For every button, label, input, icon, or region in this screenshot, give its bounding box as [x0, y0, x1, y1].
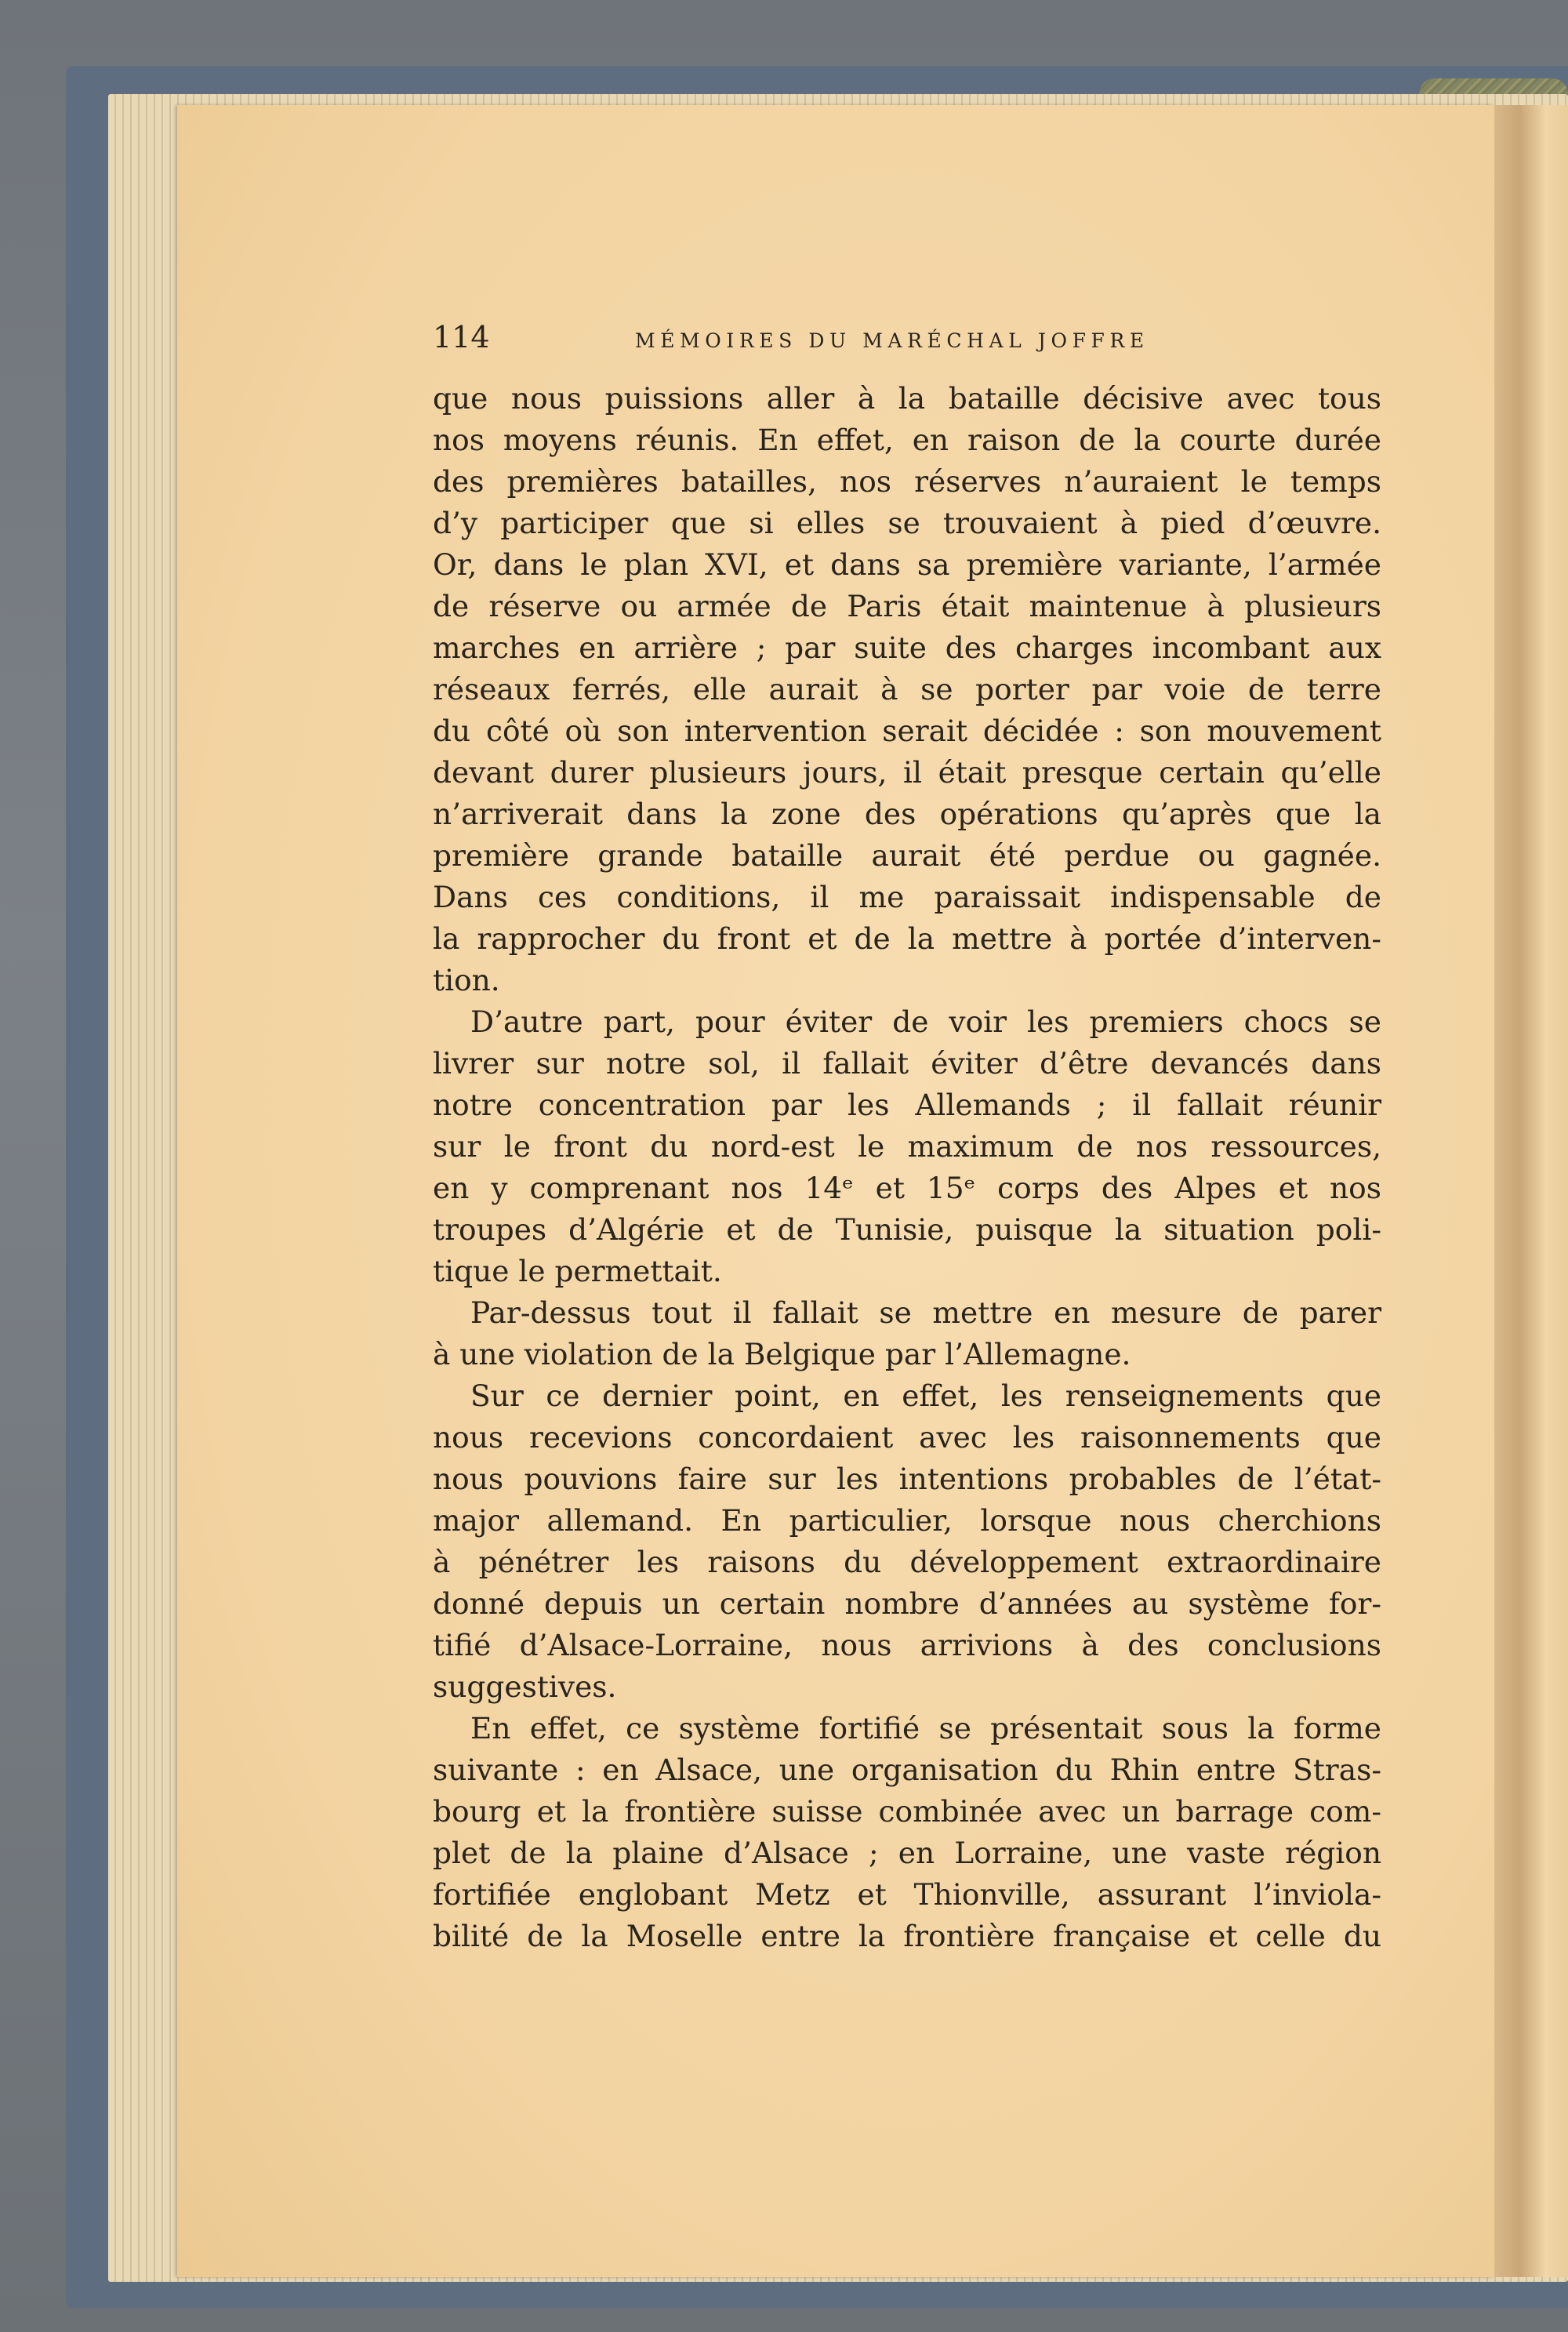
body-text — [433, 378, 1381, 1957]
text-line: fortifiée englobant Metz et Thionville, assurant l’inviola- — [433, 1877, 1381, 1912]
text-line: suivante : en Alsace, une organisation du Rhin entre Stras- — [433, 1753, 1381, 1787]
text-line: devant durer plusieurs jours, il était presque certain qu’elle — [433, 755, 1381, 790]
text-line: marches en arrière ; par suite des charges incombant aux — [433, 630, 1381, 665]
text-line: de réserve ou armée de Paris était maintenue à plusieurs — [433, 589, 1381, 623]
running-head — [433, 312, 1381, 378]
page-number: 114 — [433, 320, 490, 354]
text-line: des premières batailles, nos réserves n’auraient le temps — [433, 464, 1381, 499]
text-line: Dans ces conditions, il me paraissait indispensable de — [433, 880, 1381, 914]
text-line: du côté où son intervention serait décidée : son mouvement — [433, 714, 1381, 748]
text-line: donné depuis un certain nombre d’années au système for- — [433, 1586, 1381, 1621]
text-line: major allemand. En particulier, lorsque nous cherchions — [433, 1503, 1381, 1538]
text-line: tion. — [433, 963, 500, 997]
text-line: n’arriverait dans la zone des opérations qu’après que la — [433, 797, 1381, 831]
page-content — [433, 312, 1381, 1957]
text-line: la rapprocher du front et de la mettre à portée d’interven- — [433, 921, 1381, 956]
text-line: à pénétrer les raisons du développement extraordinaire — [433, 1545, 1381, 1579]
text-line: En effet, ce système fortifié se présentait sous la forme — [470, 1711, 1381, 1745]
text-line: que nous puissions aller à la bataille décisive avec tous — [433, 381, 1381, 416]
text-line: Par-dessus tout il fallait se mettre en mesure de parer — [470, 1295, 1381, 1330]
text-line: réseaux ferrés, elle aurait à se porter par voie de terre — [433, 672, 1381, 707]
text-line: notre concentration par les Allemands ; il fallait réunir — [433, 1088, 1381, 1122]
text-line: nos moyens réunis. En effet, en raison de la courte durée — [433, 423, 1381, 457]
text-line: Or, dans le plan XVI, et dans sa première variante, l’armée — [433, 547, 1381, 582]
text-line: bourg et la frontière suisse combinée avec un barrage com- — [433, 1794, 1381, 1829]
text-line: en y comprenant nos 14ᵉ et 15ᵉ corps des Alpes et nos — [433, 1171, 1381, 1205]
page-gutter — [1494, 105, 1568, 2277]
text-line: Sur ce dernier point, en effet, les renseignements que — [470, 1378, 1381, 1413]
text-line: troupes d’Algérie et de Tunisie, puisque la situation poli- — [433, 1212, 1381, 1247]
text-line: D’autre part, pour éviter de voir les premiers chocs se — [470, 1004, 1381, 1039]
text-line: suggestives. — [433, 1669, 617, 1704]
text-line: bilité de la Moselle entre la frontière française et celle du — [433, 1919, 1381, 1953]
text-line: à une violation de la Belgique par l’Allemagne. — [433, 1337, 1131, 1371]
text-line: sur le front du nord-est le maximum de nos ressources, — [433, 1129, 1381, 1164]
text-line: tifié d’Alsace-Lorraine, nous arrivions à des conclusions — [433, 1628, 1381, 1662]
text-line: tique le permettait. — [433, 1254, 722, 1288]
text-line: d’y participer que si elles se trouvaient à pied d’œuvre. — [433, 506, 1381, 540]
text-line: nous pouvions faire sur les intentions probables de l’état- — [433, 1462, 1381, 1496]
text-line: nous recevions concordaient avec les raisonnements que — [433, 1420, 1381, 1455]
text-line: première grande bataille aurait été perdue ou gagnée. — [433, 838, 1381, 873]
text-line: livrer sur notre sol, il fallait éviter d’être devancés dans — [433, 1046, 1381, 1081]
text-line: plet de la plaine d’Alsace ; en Lorraine, une vaste région — [433, 1836, 1381, 1870]
running-title: MÉMOIRES DU MARÉCHAL JOFFRE — [635, 329, 1149, 352]
